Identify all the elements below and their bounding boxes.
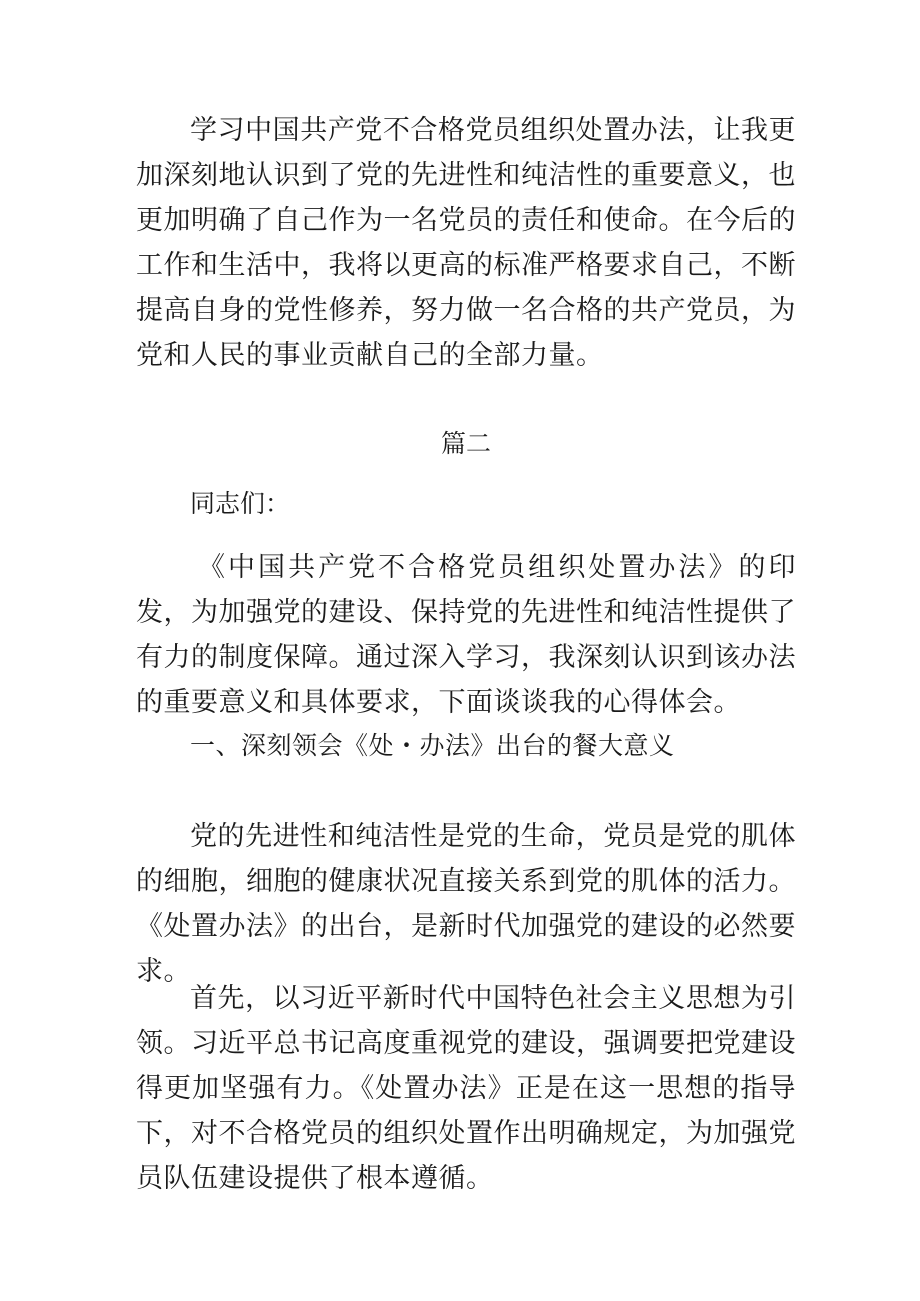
intro-paragraph: 学习中国共产党不合格党员组织处置办法，让我更加深刻地认识到了党的先进性和纯洁性的重要意义，也更加明确了自己作为一名党员的责任和使命。在今后的工作和生活中，我将以更高的标准严格要求自己，不断提高自身的党性修养，努力做一名合格的共产党员，为党和人民的事业贡献自己的全部力量。	[136, 115, 796, 371]
body-paragraph-4: 首先，以习近平新时代中国特色社会主义思想为引领。习近平总书记高度重视党的建设，强调要把党建设得更加坚强有力。《处置办法》正是在这一思想的指导下，对不合格党员的组织处置作出明确规定，为加强党员队伍建设提供了根本遵循。	[136, 983, 796, 1194]
opening-paragraph: 《中国共产党不合格党员组织处置办法》的印发，为加强党的建设、保持党的先进性和纯洁性提供了有力的制度保障。通过深入学习，我深刻认识到该办法的重要意义和具体要求，下面谈谈我的心得体会。	[136, 552, 796, 718]
part-heading: 篇二	[440, 429, 491, 458]
section-title: 一、深刻领会《处・办法》出台的餐大意义	[190, 731, 675, 760]
body-paragraph-3: 党的先进性和纯洁性是党的生命，党员是党的肌体的细胞，细胞的健康状况直接关系到党的肌体的活力。《处置办法》的出台，是新时代加强党的建设的必然要求。	[136, 821, 796, 987]
salutation: 同志们：	[190, 489, 291, 518]
